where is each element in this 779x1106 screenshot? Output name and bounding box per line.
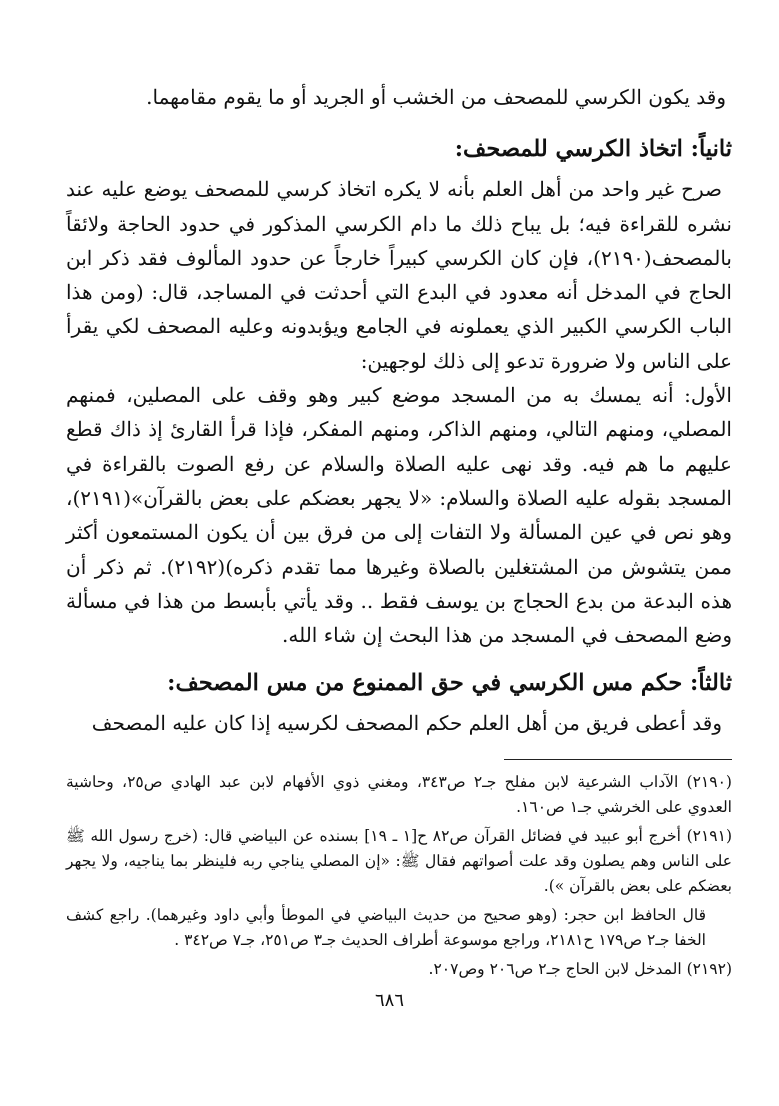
section-heading-3: ثالثاً: حكم مس الكرسي في حق الممنوع من مس المصحف: bbox=[167, 670, 732, 697]
paragraph-2: صرح غير واحد من أهل العلم بأنه لا يكره اتخاذ كرسي للمصحف يوضع عليه عند نشره للقراءة فيه؛ بل يباح ذلك ما دام الكرسي المذكور في حدود الحاجة ولائقاً بالمصحف(٢١٩٠)، فإن كان الكرسي كبيراً خارجاً عن حدود المألوف فقد ذكر ابن الحاج في المدخل أنه معدود في البدع التي أحدثت في المساجد، قال: (ومن هذا الباب الكرسي الكبير الذي يعملونه في الجامع ويؤبدونه وعليه المصحف لكي يقرأ على الناس ولا ضرورة تدعو إلى ذلك لوجهين: bbox=[66, 177, 732, 373]
footnote-2192: (٢١٩٢) المدخل لابن الحاج جـ٢ ص٢٠٦ وص٢٠٧. bbox=[428, 959, 732, 978]
section-heading-2: ثانياً: اتخاذ الكرسي للمصحف: bbox=[454, 136, 732, 163]
footnote-2191-continued: قال الحافظ ابن حجر: (وهو صحيح من حديث البياضي في الموطأ وأبي داود وغيرهما). راجع كشف الخفا جـ٢ ص١٧٩ ح٢١٨١، وراجع موسوعة أطراف الحديث جـ٣ ص٢٥١، جـ٧ ص٣٤٢ . bbox=[66, 905, 706, 949]
footnote-2191: (٢١٩١) أخرج أبو عبيد في فضائل القرآن ص٨٢ ح[١ ـ ١٩] بسنده عن البياضي قال: (خرج رسول الله ﷺ على الناس وهم يصلون وقد علت أصواتهم فقال ﷺ: «إن المصلي يناجي ربه فلينظر بما يناجيه، ولا يجهر بعضكم على بعض بالقرآن »). bbox=[66, 826, 733, 895]
paragraph-4: وقد أعطى فريق من أهل العلم حكم المصحف لكرسيه إذا كان عليه المصحف bbox=[91, 711, 722, 736]
footnote-separator bbox=[504, 759, 732, 760]
book-page bbox=[66, 72, 732, 1082]
page-number: ٦٨٦ bbox=[374, 990, 404, 1011]
intro-line: وقد يكون الكرسي للمصحف من الخشب أو الجريد أو ما يقوم مقامهما. bbox=[146, 85, 726, 109]
footnote-2190: (٢١٩٠) الآداب الشرعية لابن مفلح جـ٢ ص٣٤٣، ومغني ذوي الأفهام لابن عبد الهادي ص٢٥، وحاشية العدوي على الخرشي جـ١ ص١٦٠. bbox=[66, 772, 732, 816]
paragraph-3: الأول: أنه يمسك به من المسجد موضع كبير وهو وقف على المصلين، فمنهم المصلي، ومنهم التالي، ومنهم الذاكر، ومنهم المفكر، فإذا قرأ القارئ إذ ذاك قطع عليهم ما هم فيه. وقد نهى عليه الصلاة والسلام عن رفع الصوت بالقراءة في المسجد بقوله عليه الصلاة والسلام: «لا يجهر بعضكم على بعض بالقرآن»(٢١٩١)، وهو نص في عين المسألة ولا التفات إلى من فرق بين أن يكون المستمعون أكثر ممن يتشوش من المشتغلين بالصلاة وغيرها مما تقدم ذكره)(٢١٩٢). ثم ذكر أن هذه البدعة من بدع الحجاج بن يوسف فقط .. وقد يأتي بأبسط من هذا في مسألة وضع المصحف في المسجد من هذا البحث إن شاء الله. bbox=[66, 383, 733, 648]
